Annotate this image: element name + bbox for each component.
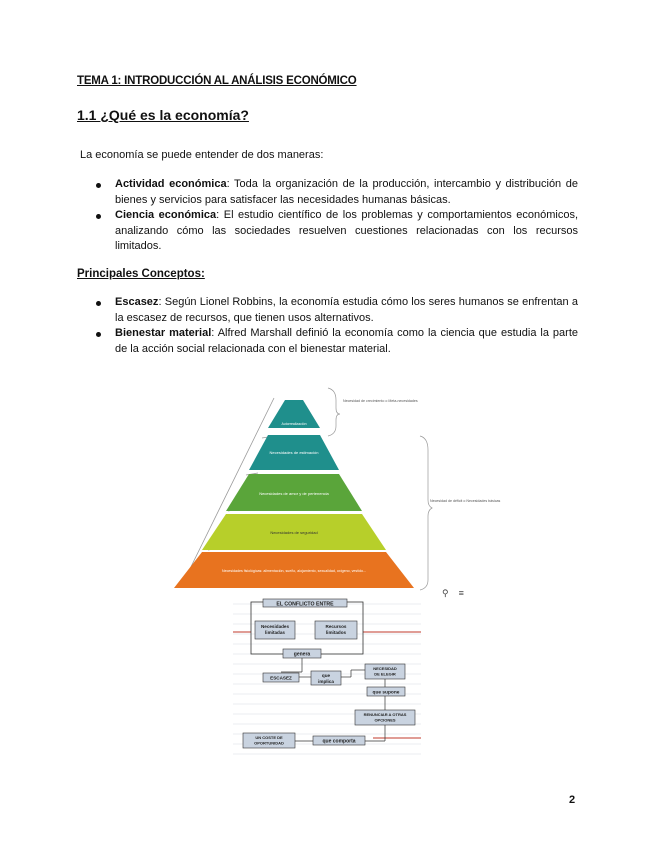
diagram-title: EL CONFLICTO ENTRE — [276, 601, 334, 608]
label-supone: que supone — [372, 690, 400, 696]
definition: : Toda la organización de la producción, intercambio y distribución de bienes y servicios para satisfacer las necesidades humanas básicas. — [115, 178, 578, 206]
page-number: 2 — [569, 794, 576, 806]
term: Actividad económica — [115, 178, 227, 190]
term: Ciencia económica — [115, 209, 217, 221]
term: Bienestar material — [115, 327, 212, 339]
definition: : El estudio científico de los problemas y comportamientos económicos, analizando cómo las sociedades resuelven cuestiones relacionadas con los recursos limitados. — [115, 209, 578, 252]
image-toolbar-icons — [442, 588, 464, 599]
pyramid-label: Necesidades de estimación — [269, 450, 319, 455]
main-heading: TEMA 1: INTRODUCCIÓN AL ANÁLISIS ECONÓMICO — [77, 75, 357, 87]
concepts-list — [96, 295, 578, 357]
box-resources: Recursos limitados — [325, 624, 347, 635]
label-comporta: que comporta — [322, 738, 356, 745]
label-necesidad: NECESIDAD DE ELEGIR — [373, 666, 397, 677]
label-coste: UN COSTE DE OPORTUNIDAD — [254, 735, 284, 746]
pyramid-label: Necesidades de amor y de pertenencia — [259, 491, 329, 496]
definition: : Alfred Marshall definió la economía como la ciencia que estudia la parte de la acción social relacionada con el bienestar material. — [115, 327, 578, 355]
list-item — [96, 208, 578, 255]
pyramid-label: Necesidades de seguridad — [270, 530, 318, 535]
pyramid-label: Necesidades fisiológicas: alimentación, sueño, alojamiento, sexualidad, oxígeno, vestido... — [221, 569, 367, 573]
label-implica: que implica — [318, 673, 334, 684]
list-item — [96, 295, 578, 326]
pin-icon: ⚲ — [442, 588, 449, 598]
term: Escasez — [115, 296, 159, 308]
list-item — [96, 326, 578, 357]
pyramid-side-label: Necesidad de déficit o Necesidades básicas — [430, 499, 501, 503]
list-item — [96, 177, 578, 208]
pyramid-side-label: Necesidad de crecimiento o Meta-necesidades — [343, 399, 418, 403]
intro-paragraph: La economía se puede entender de dos maneras: — [80, 149, 324, 161]
definition: : Según Lionel Robbins, la economía estudia cómo los seres humanos se enfrentan a la escasez de recursos, que tienen usos alternativos. — [115, 296, 578, 324]
label-renunciar: RENUNCIAR A OTRAS OPCIONES — [363, 712, 407, 723]
pyramid-label: Autorrealización — [281, 422, 307, 426]
concepts-heading: Principales Conceptos: — [77, 268, 205, 280]
box-needs: Necesidades limitadas — [260, 624, 290, 635]
section-heading: 1.1 ¿Qué es la economía? — [77, 107, 249, 123]
conflict-diagram-image — [233, 596, 421, 758]
label-escasez: ESCASEZ — [270, 675, 292, 681]
maslow-pyramid-image — [168, 380, 501, 596]
align-icon: ≡ — [458, 588, 464, 598]
definitions-list — [96, 177, 578, 255]
label-genera: genera — [293, 651, 311, 658]
